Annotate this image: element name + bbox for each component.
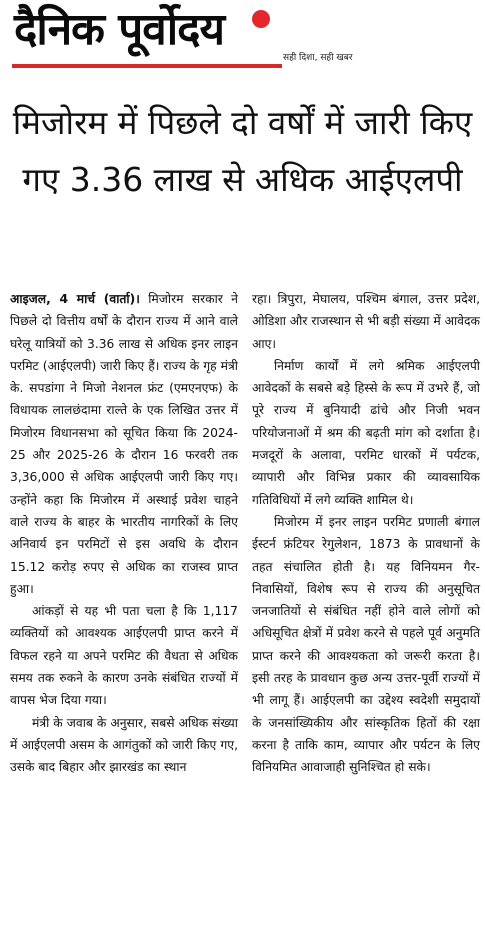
article-body [0,288,485,928]
dateline: आइजल, 4 मार्च (वार्ता)। [10,292,140,306]
newspaper-logo-title: दैनिक पूर्वोदय [14,4,225,55]
article-column-left [10,288,238,779]
article-headline: मिजोरम में पिछले दो वर्षों में जारी किए गए 3.36 लाख से अधिक आईएलपी [12,103,473,199]
article-paragraph: रहा। त्रिपुरा, मेघालय, पश्चिम बंगाल, उत्तर प्रदेश, ओडिशा और राजस्थान से भी बड़ी संख्या में आवेदक आए। [252,292,480,351]
article-paragraph: मंत्री के जवाब के अनुसार, सबसे अधिक संख्या में आईएलपी असम के आगंतुकों को जारी किए गए, उसके बाद बिहार और झारखंड का स्थान [10,715,238,775]
article-column-right [252,288,480,779]
paragraph-text: मिजोरम सरकार ने पिछले दो वित्तीय वर्षों के दौरान राज्य में आने वाले घरेलू यात्रियों को 3.36 लाख से अधिक इनर लाइन परमिट (आईएलपी) जारी किए हैं। राज्य के गृह मंत्री के. सपडांगा ने मिजो नेशनल फ्रंट (एमएनएफ) के विधायक लालछंदामा राल्ते के एक लिखित उत्तर में मिजोरम विधानसभा को सूचित किया कि 2024-25 और 2025-26 के दौरान 16 फरवरी तक 3,36,000 से अधिक आईएलपी जारी किए गए। उन्होंने कहा कि मिजोरम में अस्थाई प्रवेश चाहने वाले राज्य के बाहर के भारतीय नागरिकों के लिए अनिवार्य इन परमिटों से इस अवधि के दौरान 15.12 करोड़ रुपए से अधिक का राजस्व प्राप्त हुआ। [10,292,238,596]
article-paragraph: निर्माण कार्यों में लगे श्रमिक आईएलपी आवेदकों के सबसे बड़े हिस्से के रूप में उभरे हैं, जो पूरे राज्य में बुनियादी ढांचे और निजी भवन परियोजनाओं में श्रम की बढ़ती मांग को दर्शाता है। मजदूरों के अलावा, परमिट धारकों में पर्यटक, व्यापारी और विभिन्न प्रकार की व्यावसायिक गतिविधियों में लगे व्यक्ति शामिल थे। [252,358,480,507]
article-paragraph: मिजोरम में इनर लाइन परमिट प्रणाली बंगाल ईस्टर्न फ्रंटियर रेगुलेशन, 1873 के प्रावधानों के तहत संचालित होती है। यह विनियमन गैर-निवासियों, विशेष रूप से राज्य की अनुसूचित जनजातियों से संबंधित नहीं होने वाले लोगों को अधिसूचित क्षेत्रों में प्रवेश करने से पहले पूर्व अनुमति प्राप्त करने की आवश्यकता को जरूरी करता है। इसी तरह के प्रावधान कुछ अन्य उत्तर-पूर्वी राज्यों में भी लागू हैं। आईएलपी का उद्देश्य स्वदेशी समुदायों के जनसांख्यिकीय और सांस्कृतिक हितों की रक्षा करना है ताकि काम, व्यापार और पर्यटन के लिए विनियमित आवाजाही सुनिश्चित हो सके। [252,514,480,775]
masthead [0,0,485,80]
masthead-rule [12,64,282,68]
article-paragraph: आंकड़ों से यह भी पता चला है कि 1,117 व्यक्तियों को आवश्यक आईएलपी प्राप्त करने में विफल रहने या अपने परमिट की वैधता से अधिक समय तक रुकने के कारण उनके संबंधित राज्यों में वापस भेज दिया गया। [10,604,238,708]
logo-dot-icon [252,10,270,28]
masthead-tagline: सही दिशा, सही खबर [283,53,353,63]
article-paragraph [10,288,238,600]
